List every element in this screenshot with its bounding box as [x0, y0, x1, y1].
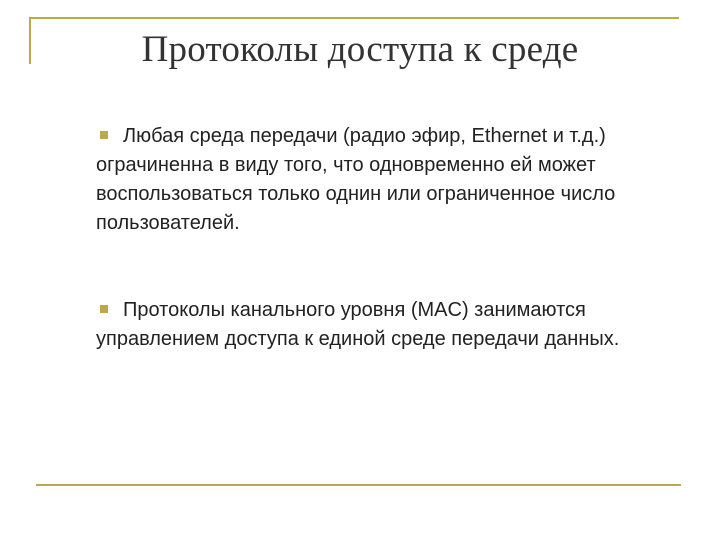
frame-top-line [29, 17, 679, 19]
bullet-item-2 [96, 296, 636, 354]
bullet-text-2: Протоколы канального уровня (MAC) занимаются управлением доступа к единой среде передачи данных. [96, 299, 620, 350]
bullet-item-1 [96, 122, 636, 238]
square-bullet-icon [100, 131, 108, 139]
square-bullet-icon [100, 305, 108, 313]
slide-title: Протоколы доступа к среде [141, 29, 579, 70]
bullet-text-1: Любая среда передачи (радио эфир, Ethernet и т.д.) ограчиненна в виду того, что одновременно ей может воспользоваться только однин или ограниченное число пользователей. [96, 125, 616, 234]
slide-content [96, 122, 636, 354]
frame-bottom-line [36, 484, 681, 486]
